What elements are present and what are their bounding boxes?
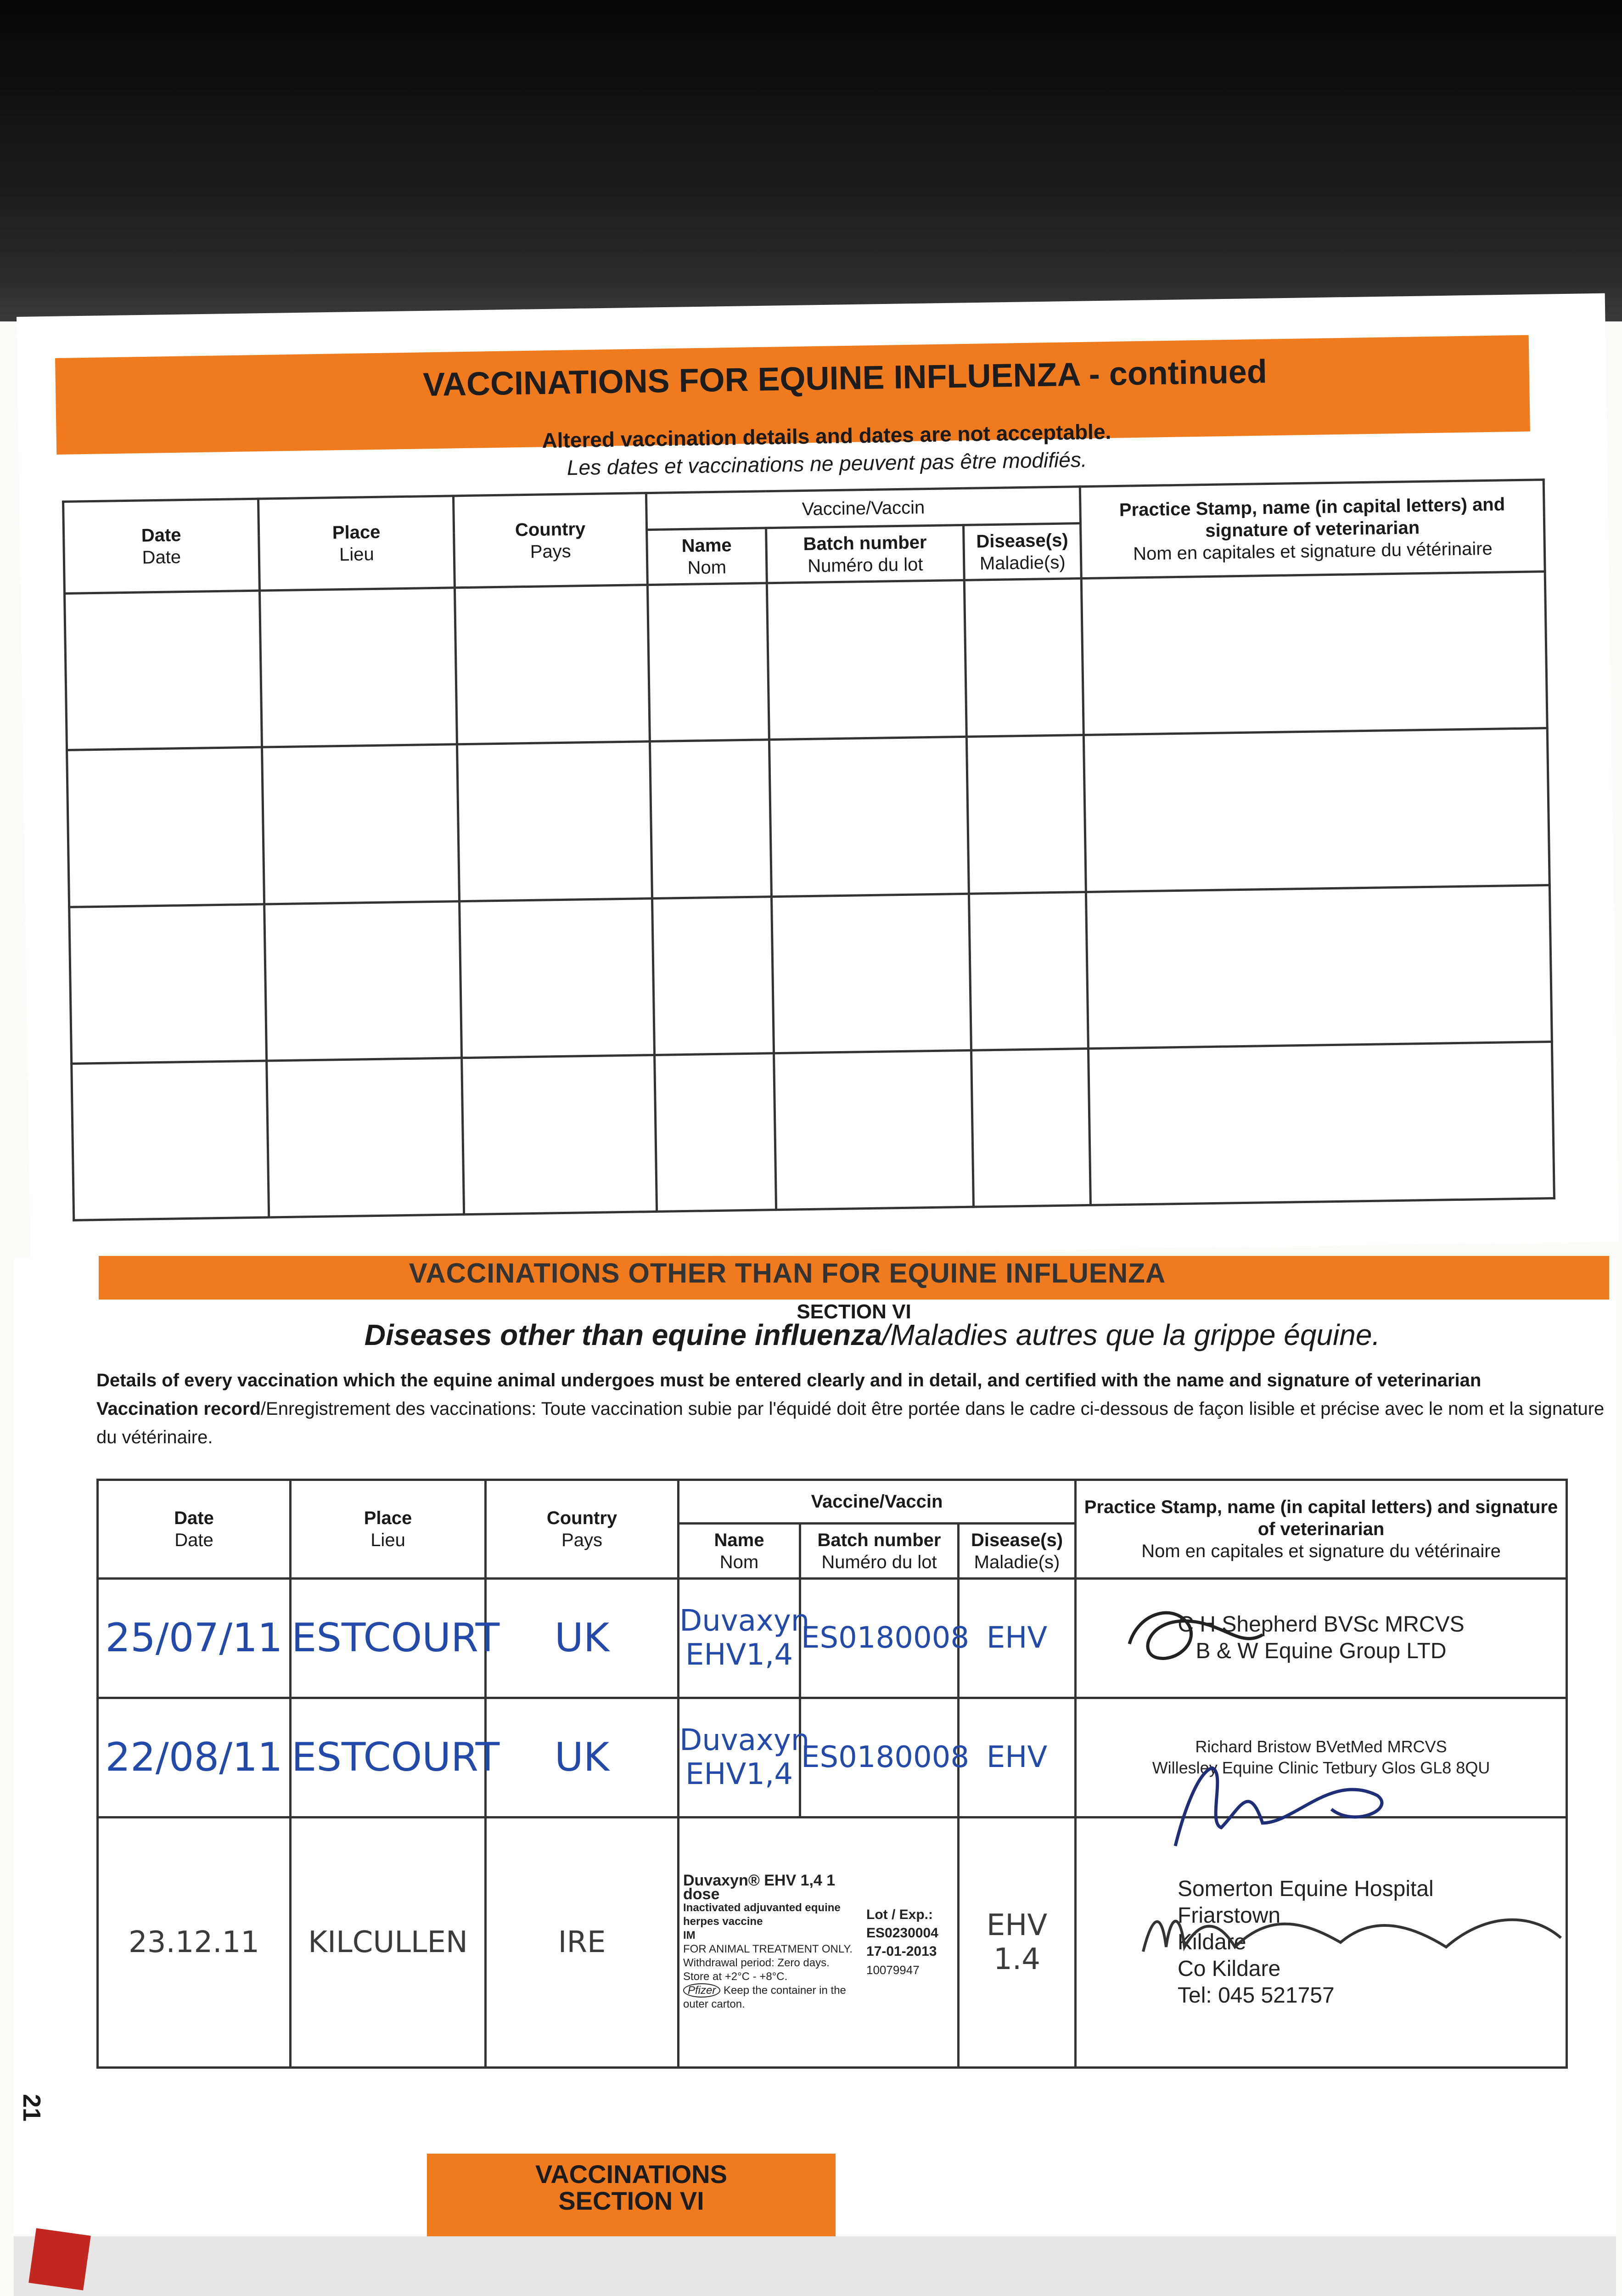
upper-page-title: VACCINATIONS FOR EQUINE INFLUENZA - continued bbox=[422, 353, 1268, 404]
note-italic: Les dates et vaccinations ne peuvent pas être modifiés. bbox=[567, 447, 1087, 480]
col-batch: Batch number Numéro du lot bbox=[800, 1524, 959, 1579]
vaccine-sticker: Duvaxyn® EHV 1,4 1 dose Inactivated adjuvanted equine herpes vaccine IM FOR ANIMAL TREATMENT ONLY. Withdrawal period: Zero days. Store at +2°C - +8°C. Pfizer Keep the container in the outer carton. Lot / Exp.: ES0230004 17-01-2013 10079947 bbox=[683, 1871, 938, 2010]
cell-disease: EHV bbox=[959, 1698, 1076, 1817]
cell-vet-stamp: C H Shepherd BVSc MRCVS B & W Equine Group LTD bbox=[1076, 1579, 1567, 1698]
col-name: Name Nom bbox=[679, 1524, 800, 1579]
cell-place: ESTCOURT bbox=[291, 1579, 486, 1698]
col-country: Country Pays bbox=[486, 1480, 679, 1579]
page-edge bbox=[14, 2236, 1616, 2296]
cell-vet-stamp: Richard Bristow BVetMed MRCVS Willesley Equine Clinic Tetbury Glos GL8 8QU bbox=[1076, 1698, 1567, 1817]
vaccine-sticker-cell bbox=[679, 1817, 959, 2067]
page-number: 21 bbox=[18, 2094, 45, 2122]
col-vaccine-group: Vaccine/Vaccin bbox=[679, 1480, 1076, 1524]
col-stamp: Practice Stamp, name (in capital letters) and signature of veterinarian Nom en capitales et signature du vétérinaire bbox=[1080, 480, 1545, 579]
col-name: Name Nom bbox=[647, 528, 767, 585]
col-stamp: Practice Stamp, name (in capital letters) and signature of veterinarian Nom en capitales et signature du vétérinaire bbox=[1076, 1480, 1567, 1579]
cell-name: Duvaxyn EHV1,4 bbox=[679, 1698, 800, 1817]
cell-batch: ES0180008 bbox=[800, 1698, 959, 1817]
instructions-paragraph: Details of every vaccination which the equine animal undergoes must be entered clearly and in detail, and certified with the name and signature of veterinarian Vaccination record/Enregistrement des vaccinations: Toute vaccination subie par l'équidé doit être portée dans le cadre ci-dessous de façon lisible et précise avec le nom et la signature du vétérinaire. bbox=[96, 1370, 1605, 1447]
cell-vet-stamp: Somerton Equine Hospital Friarstown Kildare Co Kildare Tel: 045 521757 bbox=[1076, 1817, 1567, 2067]
cell-disease: EHV bbox=[959, 1579, 1076, 1698]
empty-row bbox=[67, 728, 1550, 907]
cell-date: 23.12.11 bbox=[98, 1817, 291, 2067]
cell-country: UK bbox=[486, 1579, 679, 1698]
scan-background bbox=[0, 0, 1622, 321]
cell-place: ESTCOURT bbox=[291, 1698, 486, 1817]
signature-2 bbox=[1157, 1754, 1414, 1864]
col-vaccine-group: Vaccine/Vaccin bbox=[646, 487, 1080, 530]
signature-3 bbox=[1134, 1896, 1570, 1965]
cell-place: KILCULLEN bbox=[291, 1817, 486, 2067]
col-country: Country Pays bbox=[453, 493, 647, 588]
cell-country: IRE bbox=[486, 1817, 679, 2067]
col-batch: Batch number Numéro du lot bbox=[766, 525, 965, 583]
cover-corner bbox=[28, 2228, 91, 2290]
section-subtitle: Diseases other than equine influenza/Maladies autres que la grippe équine. bbox=[364, 1318, 1381, 1351]
pfizer-logo: Pfizer bbox=[683, 1983, 720, 1998]
table-row bbox=[98, 1579, 1567, 1698]
col-date: Date Date bbox=[63, 499, 260, 593]
col-place: Place Lieu bbox=[258, 496, 455, 591]
influenza-table bbox=[62, 478, 1555, 1221]
cell-batch: ES0180008 bbox=[800, 1579, 959, 1698]
cell-disease: EHV 1.4 bbox=[959, 1817, 1076, 2067]
col-disease: Disease(s) Maladie(s) bbox=[959, 1524, 1076, 1579]
empty-row bbox=[72, 1041, 1555, 1220]
note-bold: Altered vaccination details and dates are not acceptable. bbox=[542, 419, 1111, 453]
lower-page-title: VACCINATIONS OTHER THAN FOR EQUINE INFLUENZA bbox=[409, 1258, 1166, 1289]
col-place: Place Lieu bbox=[291, 1480, 486, 1579]
empty-row bbox=[69, 885, 1552, 1064]
signature-1 bbox=[1120, 1593, 1272, 1681]
cell-name: Duvaxyn EHV1,4 bbox=[679, 1579, 800, 1698]
col-date: Date Date bbox=[98, 1480, 291, 1579]
cell-date: 22/08/11 bbox=[98, 1698, 291, 1817]
cell-country: UK bbox=[486, 1698, 679, 1817]
section-tab: VACCINATIONS SECTION VI bbox=[427, 2154, 836, 2236]
section-label: SECTION VI bbox=[797, 1300, 911, 1323]
col-disease: Disease(s) Maladie(s) bbox=[964, 523, 1082, 580]
cell-date: 25/07/11 bbox=[98, 1579, 291, 1698]
empty-row bbox=[65, 572, 1548, 750]
